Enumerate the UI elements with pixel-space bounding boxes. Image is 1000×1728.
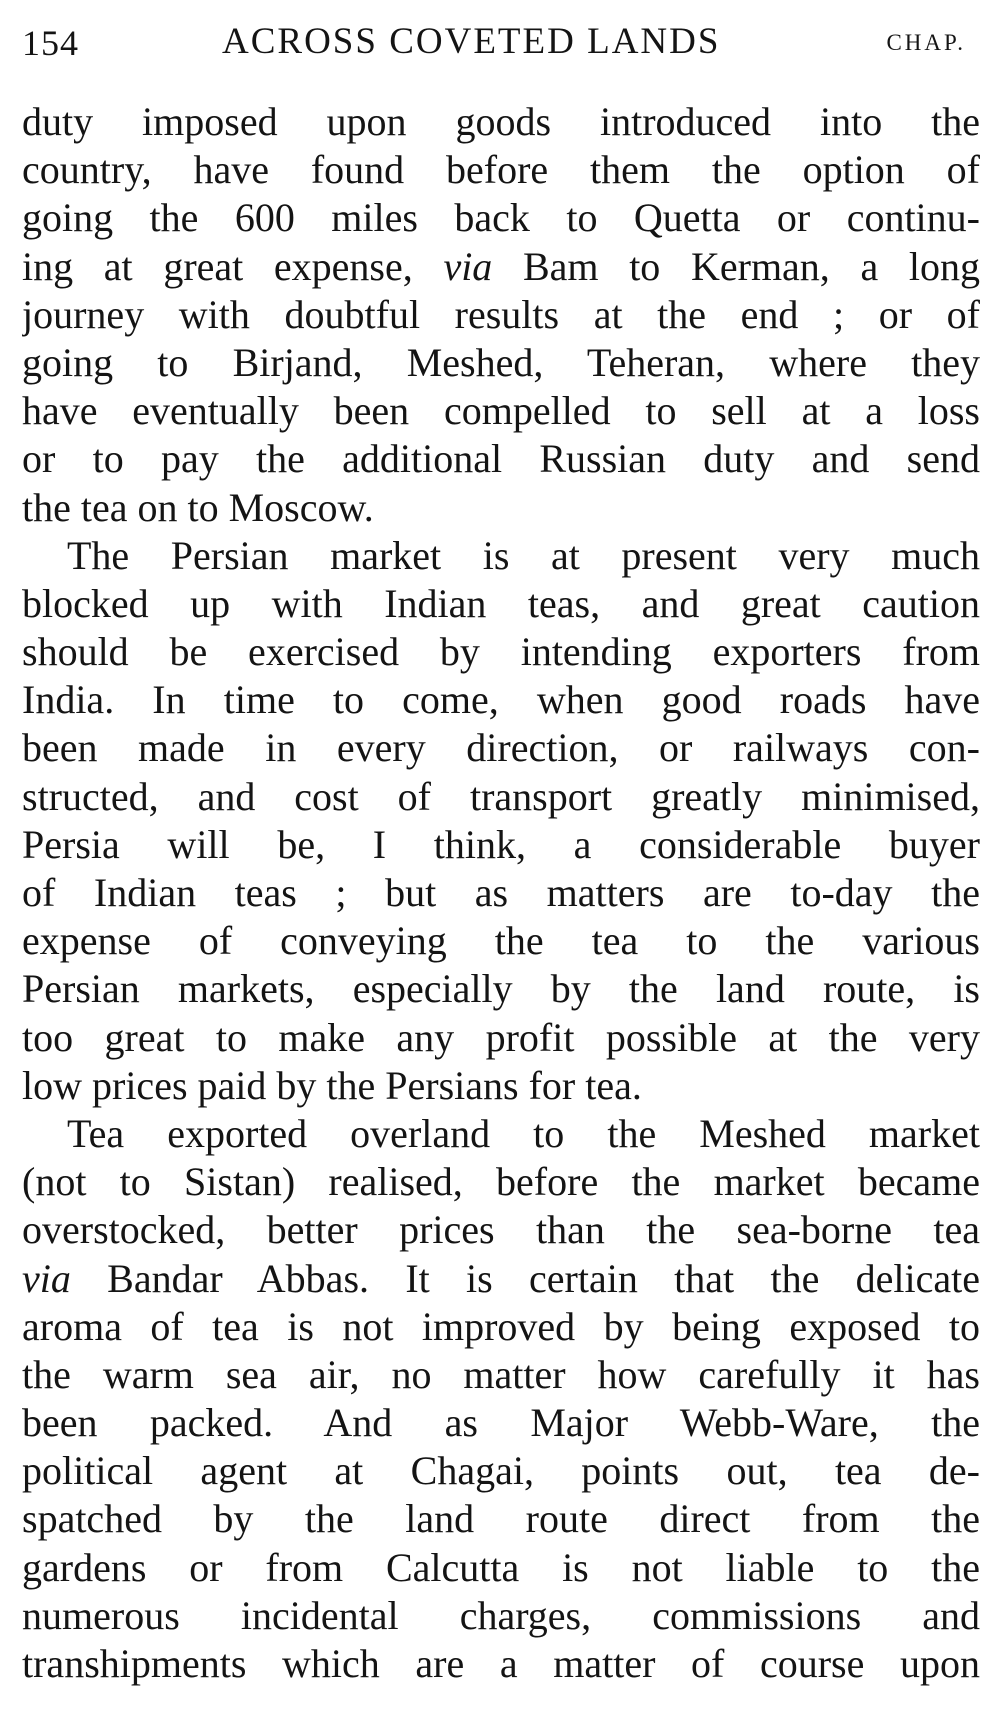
text-line: structed, and cost of transport greatly minimised,	[22, 773, 980, 819]
text-line: country, have found before them the option of	[22, 147, 980, 193]
text-line: (not to Sistan) realised, before the market became	[22, 1159, 980, 1205]
text-line: journey with doubtful results at the end ; or of	[22, 291, 980, 337]
page-number: 154	[22, 23, 79, 63]
italic-term: via	[22, 1255, 71, 1301]
text-line: going the 600 miles back to Quetta or continu-	[22, 195, 980, 241]
text-line: or to pay the additional Russian duty and send	[22, 436, 980, 482]
text-line: been made in every direction, or railways con-	[22, 725, 980, 771]
text-line: transhipments which are a matter of course upon	[22, 1641, 980, 1686]
text-line: aroma of tea is not improved by being exposed to	[22, 1303, 980, 1349]
text-line: low prices paid by the Persians for tea.	[22, 1062, 642, 1108]
text-line: via Bandar Abbas. It is certain that the delicate	[22, 1255, 980, 1301]
text-line: Tea exported overland to the Meshed market	[67, 1110, 980, 1156]
text-line: Persia will be, I think, a considerable buyer	[22, 821, 980, 867]
text-line: gardens or from Calcutta is not liable to the	[22, 1544, 980, 1590]
text-line: too great to make any profit possible at the very	[22, 1014, 980, 1060]
text-line: the warm sea air, no matter how carefully it has	[22, 1351, 980, 1397]
running-head	[22, 14, 980, 74]
text-line: of Indian teas ; but as matters are to-day the	[22, 870, 980, 915]
text-line: The Persian market is at present very much	[67, 532, 980, 578]
text-line: the tea on to Moscow.	[22, 484, 374, 530]
text-line: expense of conveying the tea to the various	[22, 918, 980, 964]
running-title: ACROSS COVETED LANDS	[222, 21, 721, 62]
chapter-mark: CHAP.	[886, 30, 966, 55]
text-line: political agent at Chagai, points out, tea de-	[22, 1448, 980, 1494]
text-line: overstocked, better prices than the sea-borne tea	[22, 1207, 980, 1253]
text-line: spatched by the land route direct from the	[22, 1496, 980, 1542]
italic-term: via	[443, 243, 493, 289]
text-line: numerous incidental charges, commissions and	[22, 1592, 980, 1638]
text-line: been packed. And as Major Webb-Ware, the	[22, 1400, 980, 1446]
text-line: ing at great expense, via Bam to Kerman, a long	[22, 243, 980, 289]
text-line: have eventually been compelled to sell at a loss	[22, 388, 980, 434]
text-line: going to Birjand, Meshed, Teheran, where they	[22, 339, 980, 385]
body-text	[22, 98, 980, 1688]
text-line: should be exercised by intending exporters from	[22, 629, 980, 675]
text-line: Persian markets, especially by the land route, is	[22, 966, 980, 1012]
text-line: duty imposed upon goods introduced into the	[22, 99, 980, 144]
text-line: blocked up with Indian teas, and great caution	[22, 580, 980, 626]
book-page	[22, 14, 980, 1688]
text-line: India. In time to come, when good roads have	[22, 677, 980, 723]
